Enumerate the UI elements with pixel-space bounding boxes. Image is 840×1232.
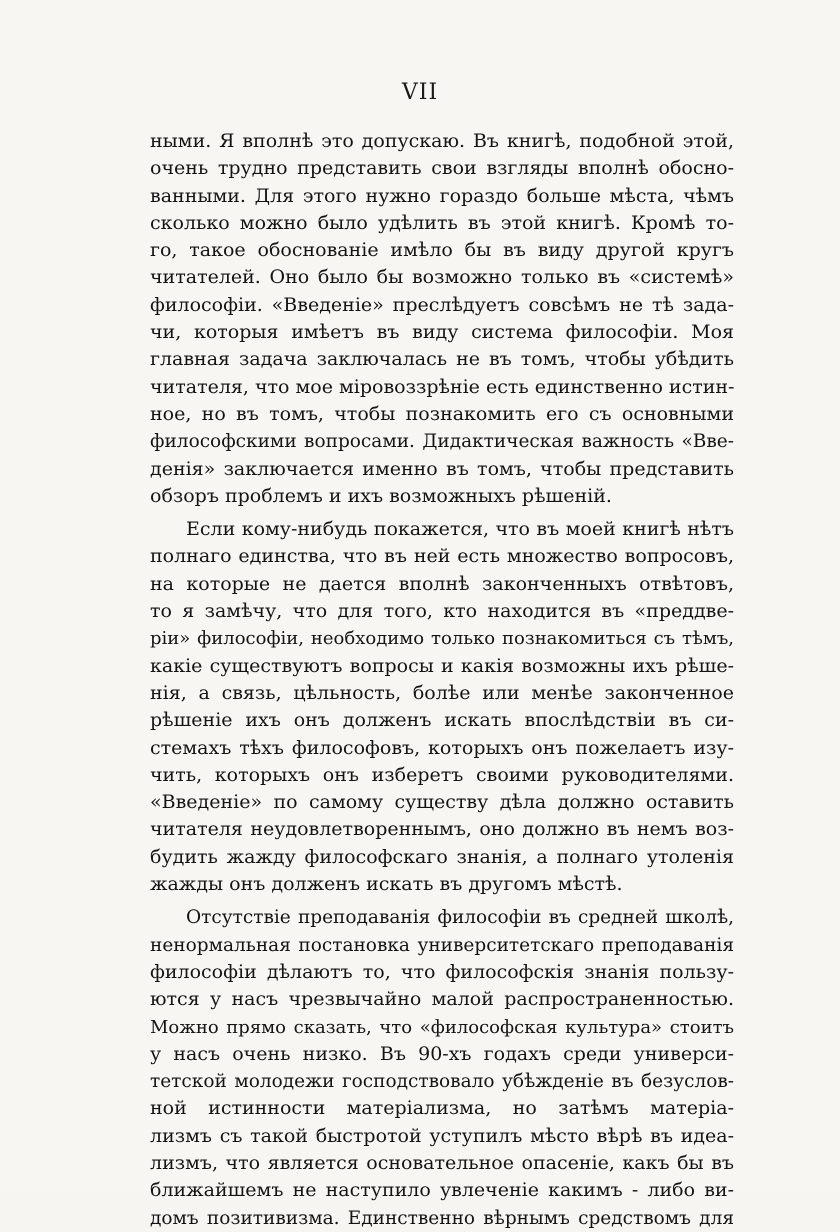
text-line: будить жажду философскаго знанія, а полнаго утоленія: [150, 845, 734, 868]
text-line: читателей. Оно было бы возможно только въ «системѣ»: [150, 266, 734, 289]
text-line: го, такое обоснованіе имѣло бы въ виду другой кругъ: [150, 239, 734, 262]
text-line: ное, но въ томъ, чтобы познакомить его съ основными: [150, 402, 734, 425]
text-line: какіе существуютъ вопросы и какія возможны ихъ рѣше-: [150, 654, 734, 677]
text-line: у насъ очень низко. Въ 90-хъ годахъ среди универси-: [150, 1042, 734, 1065]
text-line: то я замѣчу, что для того, кто находится въ «преддве-: [150, 600, 734, 623]
text-line: философіи. «Введеніе» преслѣдуетъ совсѣмъ не тѣ зада-: [150, 293, 734, 316]
text-line: ются у насъ чрезвычайно малой распространенностью.: [150, 988, 734, 1011]
text-line: обзоръ проблемъ и ихъ возможныхъ рѣшеній.: [150, 484, 612, 507]
text-line: рѣшеніе ихъ онъ долженъ искать впослѣдствіи въ си-: [150, 709, 734, 732]
paragraph-2: [150, 516, 734, 898]
text-line: ными. Я вполнѣ это допускаю. Въ книгѣ, подобной этой,: [150, 130, 734, 152]
text-line: очень трудно представить свои взгляды вполнѣ обосно-: [150, 157, 734, 180]
text-line: философскими вопросами. Дидактическая важность «Вве-: [150, 431, 734, 453]
text-line: философіи дѣлаютъ то, что философскія знанія пользу-: [150, 960, 734, 983]
text-line: главная задача заключалась не въ томъ, чтобы убѣдить: [150, 348, 734, 371]
paragraph-3: [150, 904, 734, 1232]
text-line: стемахъ тѣхъ философовъ, которыхъ онъ пожелаетъ изу-: [150, 736, 734, 759]
text-line: Отсутствіе преподаванія философіи въ средней школѣ,: [186, 907, 734, 929]
text-line: лизмъ съ такой быстротой уступилъ мѣсто вѣрѣ въ идеа-: [150, 1124, 734, 1147]
text-line: на которые не дается вполнѣ законченныхъ отвѣтовъ,: [150, 572, 734, 595]
text-line: нія, а связь, цѣльность, болѣе или менѣе законченное: [150, 681, 734, 704]
text-line: читателя неудовлетвореннымъ, оно должно въ немъ воз-: [150, 818, 734, 841]
text-line: ближайшемъ не наступило увлеченіе какимъ - либо ви-: [150, 1179, 734, 1202]
paragraph-1: [150, 128, 734, 510]
text-line: ванными. Для этого нужно гораздо больше мѣста, чѣмъ: [150, 184, 734, 207]
text-line: домъ позитивизма. Единственно вѣрнымъ средствомъ для: [150, 1207, 734, 1229]
text-line: читателя, что мое міровоззрѣніе есть единственно истин-: [150, 375, 734, 398]
text-line: жажды онъ долженъ искать въ другомъ мѣстѣ.: [150, 873, 623, 896]
text-line: ной истинности матеріализма, но затѣмъ матеріа-: [150, 1097, 734, 1120]
text-line: Если кому-нибудь покажется, что въ моей книгѣ нѣтъ: [186, 518, 734, 541]
text-line: сколько можно было удѣлить въ этой книгѣ. Кромѣ то-: [150, 211, 734, 234]
text-line: чи, которыя имѣетъ въ виду система философіи. Моя: [150, 321, 734, 344]
text-line: «Введеніе» по самому существу дѣла должно оставить: [150, 791, 734, 814]
text-line: чить, которыхъ онъ изберетъ своими руководителями.: [150, 763, 734, 786]
body-text: [150, 128, 734, 1232]
text-line: ненормальная постановка университетскаго преподаванія: [150, 934, 734, 956]
text-line: тетской молодежи господствовало убѣжденіе въ безуслов-: [150, 1071, 734, 1093]
page-number: VII: [401, 80, 439, 105]
text-line: ріи» философіи, необходимо только познакомиться съ тѣмъ,: [150, 628, 734, 650]
text-line: Можно прямо сказать, что «философская культура» стоитъ: [150, 1016, 734, 1038]
text-line: полнаго единства, что въ ней есть множество вопросовъ,: [150, 545, 734, 568]
text-line: денія» заключается именно въ томъ, чтобы представить: [150, 457, 734, 480]
text-line: лизмъ, что является основательное опасеніе, какъ бы въ: [150, 1151, 734, 1174]
